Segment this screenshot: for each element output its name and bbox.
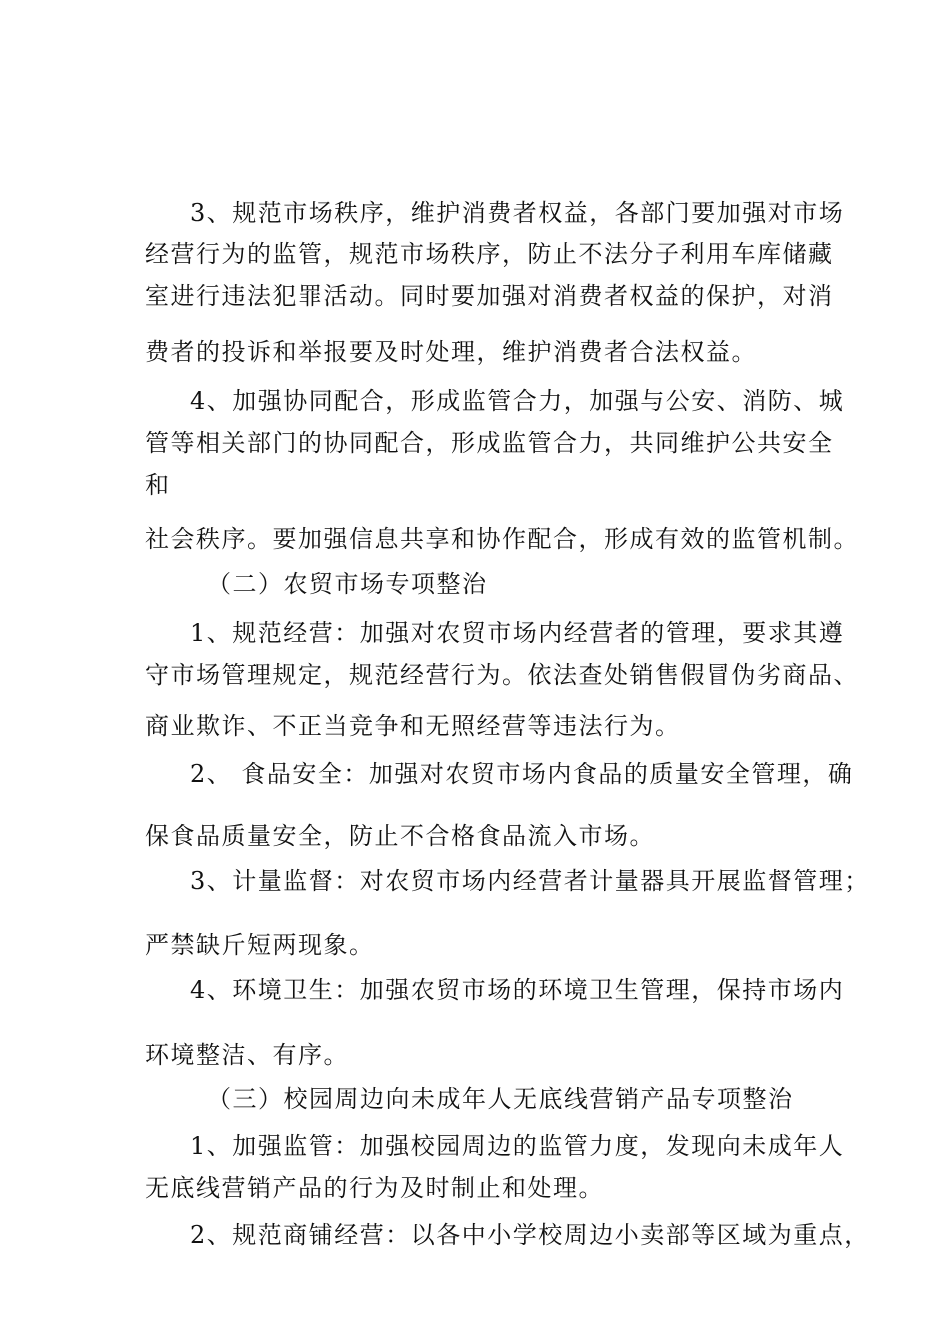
item-3-line-1: 3、计量监督：对农贸市场内经营者计量器具开展监督管理； (190, 867, 870, 895)
item-5-line-2: 无底线营销产品的行为及时制止和处理。 (145, 1174, 604, 1202)
item-3-line-2: 严禁缺斤短两现象。 (145, 931, 375, 959)
item-4-line-1: 4、环境卫生：加强农贸市场的环境卫生管理，保持市场内 (190, 976, 845, 1004)
item-4-line-2: 环境整洁、有序。 (145, 1041, 349, 1069)
paragraph-3-line-1: 3、规范市场秩序，维护消费者权益，各部门要加强对市场 (190, 199, 845, 227)
section-heading-2: （二）农贸市场专项整治 (207, 570, 488, 598)
section-heading-3: （三）校园周边向未成年人无底线营销产品专项整治 (207, 1085, 794, 1113)
paragraph-4-line-4: 社会秩序。要加强信息共享和协作配合，形成有效的监管机制。 (145, 525, 859, 553)
item-1-line-2: 守市场管理规定，规范经营行为。依法查处销售假冒伪劣商品、 (145, 661, 859, 689)
item-6-line-1: 2、规范商铺经营：以各中小学校周边小卖部等区域为重点， (190, 1221, 870, 1249)
paragraph-3-line-4: 费者的投诉和举报要及时处理，维护消费者合法权益。 (145, 338, 757, 366)
paragraph-3-line-2: 经营行为的监管，规范市场秩序，防止不法分子利用车库储藏 (145, 240, 834, 268)
item-2-line-2: 保食品质量安全，防止不合格食品流入市场。 (145, 822, 655, 850)
item-1-line-1: 1、规范经营：加强对农贸市场内经营者的管理，要求其遵 (190, 619, 845, 647)
paragraph-3-line-3: 室进行违法犯罪活动。同时要加强对消费者权益的保护，对消 (145, 282, 834, 310)
paragraph-4-line-3: 和 (145, 471, 171, 499)
item-2-line-1: 2、 食品安全：加强对农贸市场内食品的质量安全管理，确 (190, 760, 854, 788)
item-5-line-1: 1、加强监管：加强校园周边的监管力度，发现向未成年人 (190, 1132, 845, 1160)
paragraph-4-line-1: 4、加强协同配合，形成监管合力，加强与公安、消防、城 (190, 387, 845, 415)
paragraph-4-line-2: 管等相关部门的协同配合，形成监管合力，共同维护公共安全 (145, 429, 834, 457)
item-1-line-3: 商业欺诈、不正当竞争和无照经营等违法行为。 (145, 712, 681, 740)
